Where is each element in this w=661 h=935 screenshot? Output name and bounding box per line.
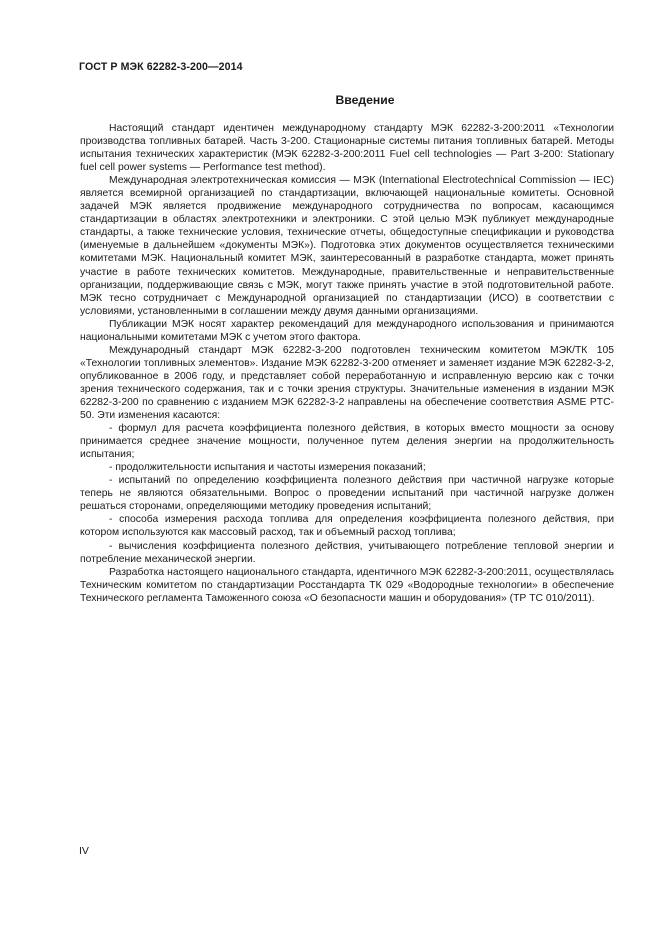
list-item-efficiency: - вычисления коэффициента полезного действия, учитывающего потребление тепловой энергии и потребление механической энергии. <box>80 540 614 565</box>
paragraph-development: Разработка настоящего национального стандарта, идентичного МЭК 62282-3-200:2011, осуществлялась Техническим комитетом по стандартизации Росстандарта ТК 029 «Водородные технологии» в обеспечение Технического регламента Таможенного союза «О безопасности машин и оборудования» (ТР ТС 010/2011). <box>80 566 614 604</box>
list-item-partial-load: - испытаний по определению коэффициента полезного действия при частичной нагрузке которые теперь не являются обязательными. Вопрос о проведении испытаний при частичной нагрузке должен решаться сторонами, определяющими методику проведения испытаний; <box>80 475 614 513</box>
document-body <box>80 122 614 605</box>
list-item-formulas: - формул для расчета коэффициента полезного действия, в которых вместо мощности за основу принимается среднее значение мощности, полученное путем деления энергии на продолжительность испытания; <box>80 423 614 461</box>
paragraph-standard: Международный стандарт МЭК 62282-3-200 подготовлен техническим комитетом МЭК/ТК 105 «Технологии топливных элементов». Издание МЭК 62282-3-200 отменяет и заменяет издание МЭК 62282-3-2, опубликованное в 2006 году, и представляет собой переработанную и исправленную версию как с точки зрения технического содержания, так и с точки зрения структуры. Значительные изменения в издании МЭК 62282-3-200 по сравнению с изданием МЭК 62282-3-2 направлены на обеспечение соответствия ASME PTC-50. Эти изменения касаются: <box>80 344 614 422</box>
document-header: ГОСТ Р МЭК 62282-3-200—2014 <box>79 61 243 73</box>
page-number: IV <box>79 845 89 857</box>
paragraph-publications: Публикации МЭК носят характер рекомендаций для международного использования и принимаются национальными комитетами МЭК с учетом этого фактора. <box>80 318 614 343</box>
paragraph-intro: Настоящий стандарт идентичен международному стандарту МЭК 62282-3-200:2011 «Технологии производства топливных батарей. Часть 3-200. Стационарные системы питания топливных батарей. Методы испытания технических характеристик (МЭК 62282-3-200:2011 Fuel cell technologies — Part 3-200: Stationary fuel cell power systems — Performance test method). <box>80 123 614 174</box>
paragraph-iec: Международная электротехническая комиссия — МЭК (International Electrotechnical Commission — IEC) является всемирной организацией по стандартизации, включающей национальные комитеты. Основной задачей МЭК является продвижение международного сотрудничества по вопросам, касающимся стандартизации в областях электротехники и электроники. С этой целью МЭК публикует международные стандарты, а также технические условия, технические отчеты, общедоступные спецификации и руководства (именуемые в дальнейшем «документы МЭК»). Подготовка этих документов осуществляется техническими комитетами МЭК. Национальный комитет МЭК, заинтересованный в разработке стандарта, может принять участие в работе технических комитетов. Международные, правительственные и неправительственные организации, поддерживающие связь с МЭК, могут также принять участие в этой подготовительной работе. МЭК тесно сотрудничает с Международной организацией по стандартизации (ИСО) в соответствии с условиями, установленными в соглашении между двумя данными организациями. <box>80 175 614 317</box>
section-title: Введение <box>335 93 395 107</box>
list-item-fuel-flow: - способа измерения расхода топлива для определения коэффициента полезного действия, при котором используются как массовый расход, так и объемный расход топлива; <box>80 514 614 539</box>
list-item-duration: - продолжительности испытания и частоты измерения показаний; <box>109 462 426 474</box>
